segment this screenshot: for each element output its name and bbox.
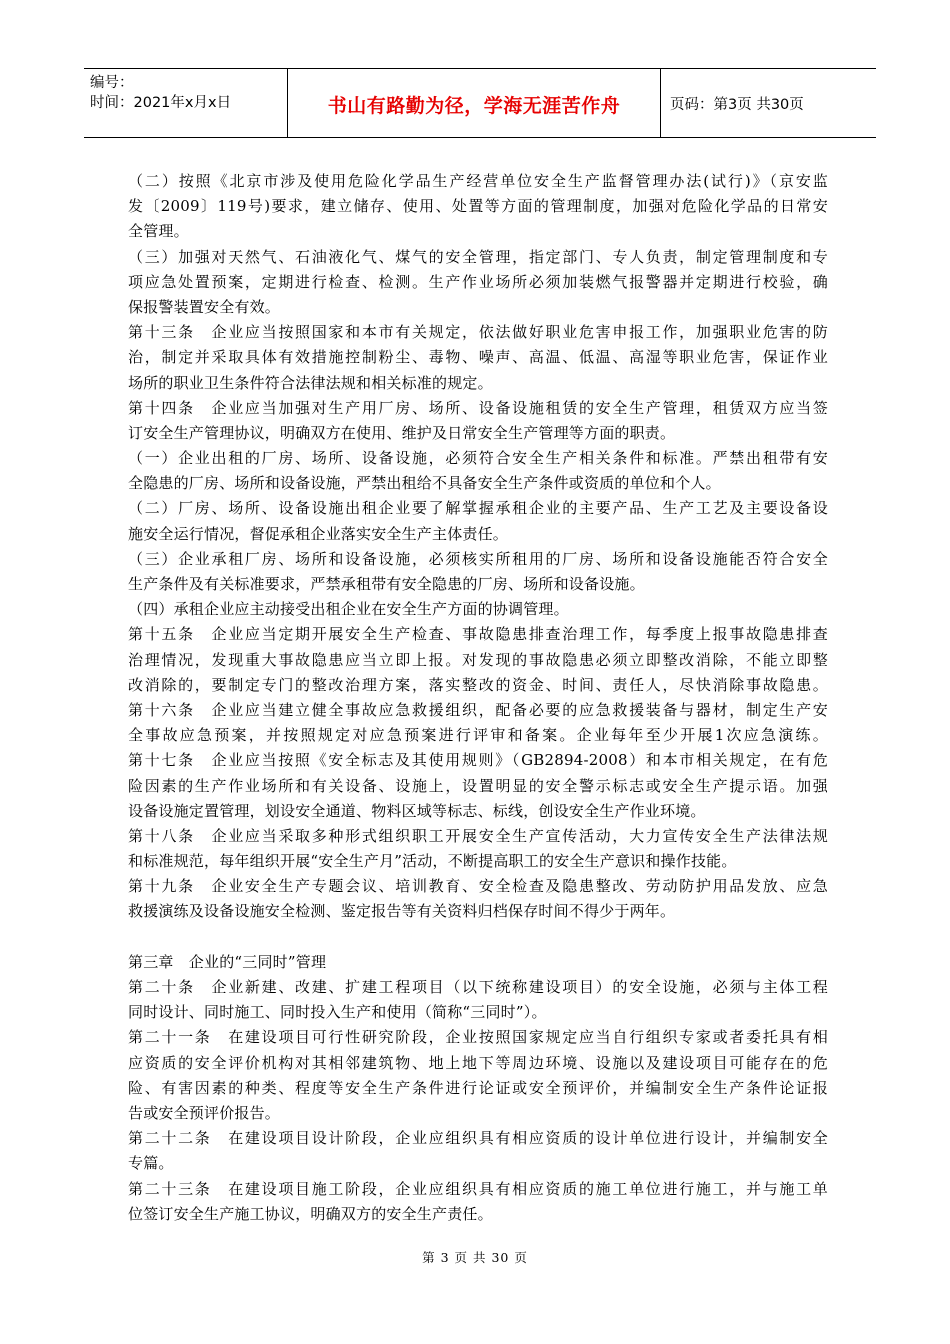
body-line: 应资质的安全评价机构对其相邻建筑物、地上地下等周边环境、设施以及建设项目可能存在的危 (128, 1053, 828, 1072)
body-line: 同时设计、同时施工、同时投入生产和使用（简称“三同时”）。 (128, 1003, 547, 1022)
body-line: 第三章 企业的“三同时”管理 (128, 952, 327, 971)
body-line: 治理情况，发现重大事故隐患应当立即上报。对发现的事故隐患必须立即整改消除，不能立即整 (128, 650, 828, 669)
body-line: 全隐患的厂房、场所和设备设施，严禁出租给不具备安全生产条件或资质的单位和个人。 (128, 474, 721, 493)
body-line: 险因素的生产作业场所和有关设备、设施上，设置明显的安全警示标志或安全生产提示语。加强 (128, 776, 828, 795)
motto-text: 书山有路勤为径，学海无涯苦作舟 (327, 95, 621, 117)
body-line: 位签订安全生产施工协议，明确双方的安全生产责任。 (128, 1204, 493, 1223)
body-line: 第十四条 企业应当加强对生产用厂房、场所、设备设施租赁的安全生产管理，租赁双方应当签 (128, 398, 828, 417)
body-line: 第十六条 企业应当建立健全事故应急救援组织，配备必要的应急救援装备与器材，制定生产安 (128, 700, 828, 719)
body-line: （二）厂房、场所、设备设施出租企业要了解掌握承租企业的主要产品、生产工艺及主要设备设 (128, 499, 828, 518)
body-line: （二）按照《北京市涉及使用危险化学品生产经营单位安全生产监督管理办法(试行)》（京安监 (128, 172, 828, 190)
body-line: （三）企业承租厂房、场所和设备设施，必须核实所租用的厂房、场所和设备设施能否符合安全 (128, 549, 828, 568)
body-line: 第二十条 企业新建、改建、扩建工程项目（以下统称建设项目）的安全设施，必须与主体工程 (128, 978, 828, 996)
header-motto-cell (287, 69, 661, 137)
body-line: （一）企业出租的厂房、场所、设备设施，必须符合安全生产相关条件和标准。严禁出租带有安 (128, 449, 828, 468)
body-line: 告或安全预评价报告。 (128, 1103, 281, 1122)
body-line: 和标准规范，每年组织开展“安全生产月”活动，不断提高职工的安全生产意识和操作技能。 (128, 852, 737, 871)
body-line: 第十三条 企业应当按照国家和本市有关规定，依法做好职业危害申报工作，加强职业危害的防 (128, 323, 828, 342)
body-line: 救援演练及设备设施安全检测、鉴定报告等有关资料归档保存时间不得少于两年。 (128, 902, 676, 921)
body-line: 改消除的，要制定专门的整改治理方案，落实整改的资金、时间、责任人，尽快消除事故隐患。 (128, 675, 828, 694)
body-line: （四）承租企业应主动接受出租企业在安全生产方面的协调管理。 (128, 600, 569, 619)
body-line: 第二十三条 在建设项目施工阶段，企业应组织具有相应资质的施工单位进行施工，并与施工单 (128, 1179, 828, 1198)
document-time: 时间：2021年x月x日 (90, 95, 232, 111)
body-line: 保报警装置安全有效。 (128, 297, 281, 316)
body-line: 第十八条 企业应当采取多种形式组织职工开展安全生产宣传活动，大力宣传安全生产法律法规 (128, 826, 828, 845)
body-line: 第十九条 企业安全生产专题会议、培训教育、安全检查及隐患整改、劳动防护用品发放、应急 (128, 877, 828, 896)
body-line: 第二十一条 在建设项目可行性研究阶段，企业按照国家规定应当自行组织专家或者委托具有相 (128, 1028, 828, 1047)
page-header (84, 68, 876, 138)
document-body (128, 169, 828, 1227)
body-line: 第十七条 企业应当按照《安全标志及其使用规则》（GB2894-2008）和本市相关规定，在有危 (128, 751, 828, 770)
body-line: 生产条件及有关标准要求，严禁承租带有安全隐患的厂房、场所和设备设施。 (128, 575, 645, 593)
document-number: 编号： (90, 75, 134, 91)
body-line: 全事故应急预案，并按照规定对应急预案进行评审和备案。企业每年至少开展1次应急演练。 (128, 726, 828, 745)
body-line: 设备设施定置管理，划设安全通道、物料区域等标志、标线，创设安全生产作业环境。 (128, 801, 706, 820)
body-line: 治，制定并采取具体有效措施控制粉尘、毒物、噪声、高温、低温、高湿等职业危害，保证作业 (128, 348, 828, 367)
body-line: 场所的职业卫生条件符合法律法规和相关标准的规定。 (128, 373, 493, 392)
body-line: 第十五条 企业应当定期开展安全生产检查、事故隐患排查治理工作，每季度上报事故隐患排查 (128, 625, 828, 644)
header-page-info: 页码：第3页 共30页 (670, 97, 804, 113)
body-line: 发〔2009〕119号)要求，建立储存、使用、处置等方面的管理制度，加强对危险化学品的日常安 (128, 197, 828, 216)
section-gap (128, 925, 828, 950)
body-line: （三）加强对天然气、石油液化气、煤气的安全管理，指定部门、专人负责，制定管理制度和专 (128, 247, 828, 266)
body-line: 订安全生产管理协议，明确双方在使用、维护及日常安全生产管理等方面的职责。 (128, 423, 676, 442)
body-line: 第二十二条 在建设项目设计阶段，企业应组织具有相应资质的设计单位进行设计，并编制安全 (128, 1129, 828, 1148)
page-footer: 第 3 页 共 30 页 (422, 1250, 528, 1265)
body-line: 全管理。 (128, 222, 189, 241)
body-line: 施安全运行情况，督促承租企业落实安全生产主体责任。 (128, 524, 509, 543)
body-line: 专篇。 (128, 1154, 174, 1173)
body-line: 险、有害因素的种类、程度等安全生产条件进行论证或安全预评价，并编制安全生产条件论证报 (128, 1078, 828, 1097)
body-line: 项应急处置预案，定期进行检查、检测。生产作业场所必须加装燃气报警器并定期进行校验，确 (128, 272, 828, 291)
header-left (90, 73, 231, 113)
